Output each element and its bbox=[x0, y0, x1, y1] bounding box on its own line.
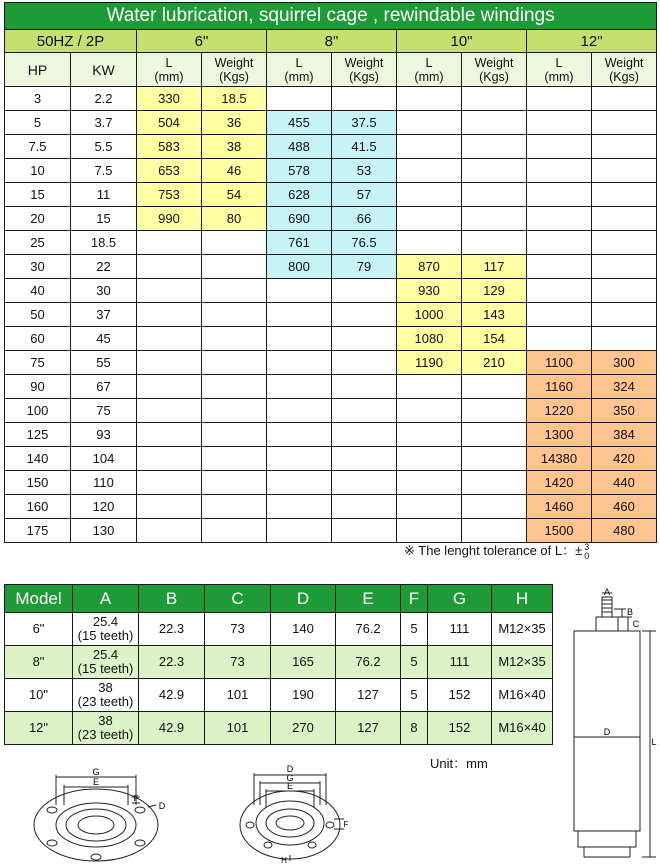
dim-header-d: D bbox=[271, 585, 336, 613]
e-cell: 76.2 bbox=[336, 646, 401, 679]
col-header-length: L (mm) bbox=[137, 53, 202, 87]
dim-header-c: C bbox=[205, 585, 271, 613]
length-cell bbox=[527, 159, 592, 183]
length-cell bbox=[397, 447, 462, 471]
length-cell bbox=[267, 399, 332, 423]
weight-cell bbox=[462, 111, 527, 135]
col-header-weight: Weight (Kgs) bbox=[332, 53, 397, 87]
spec-row bbox=[5, 111, 657, 135]
kw-cell: 3.7 bbox=[71, 111, 137, 135]
weight-cell: 350 bbox=[592, 399, 657, 423]
weight-cell: 480 bbox=[592, 519, 657, 543]
weight-cell bbox=[332, 87, 397, 111]
weight-cell bbox=[462, 471, 527, 495]
weight-cell: 154 bbox=[462, 327, 527, 351]
length-cell bbox=[397, 471, 462, 495]
weight-cell: 57 bbox=[332, 183, 397, 207]
weight-cell: 460 bbox=[592, 495, 657, 519]
weight-cell bbox=[462, 207, 527, 231]
kw-cell: 5.5 bbox=[71, 135, 137, 159]
flange-left-label-g: G bbox=[92, 767, 100, 777]
weight-cell bbox=[462, 519, 527, 543]
weight-cell: 420 bbox=[592, 447, 657, 471]
weight-cell bbox=[332, 447, 397, 471]
length-cell bbox=[137, 447, 202, 471]
spec-row bbox=[5, 471, 657, 495]
length-cell bbox=[137, 519, 202, 543]
spec-row bbox=[5, 135, 657, 159]
weight-cell bbox=[462, 135, 527, 159]
length-cell bbox=[397, 159, 462, 183]
kw-cell: 130 bbox=[71, 519, 137, 543]
weight-cell: 129 bbox=[462, 279, 527, 303]
weight-cell bbox=[332, 471, 397, 495]
weight-cell: 300 bbox=[592, 351, 657, 375]
dim-row bbox=[5, 613, 553, 646]
weight-cell bbox=[202, 471, 267, 495]
f-cell: 5 bbox=[401, 613, 428, 646]
e-cell: 127 bbox=[336, 679, 401, 712]
spec-row bbox=[5, 447, 657, 471]
flange-right-label-g: G bbox=[286, 773, 294, 783]
spec-row bbox=[5, 495, 657, 519]
length-cell: 753 bbox=[137, 183, 202, 207]
motor-label-d: D bbox=[603, 727, 611, 737]
length-cell: 1000 bbox=[397, 303, 462, 327]
length-cell bbox=[527, 327, 592, 351]
spec-row bbox=[5, 255, 657, 279]
kw-cell: 22 bbox=[71, 255, 137, 279]
spec-title: Water lubrication, squirrel cage , rewindable windings bbox=[5, 3, 657, 30]
dim-row bbox=[5, 646, 553, 679]
weight-cell bbox=[592, 159, 657, 183]
dim-row bbox=[5, 679, 553, 712]
kw-cell: 55 bbox=[71, 351, 137, 375]
weight-cell: 79 bbox=[332, 255, 397, 279]
hp-cell: 160 bbox=[5, 495, 71, 519]
spec-row bbox=[5, 399, 657, 423]
weight-cell bbox=[332, 279, 397, 303]
hp-cell: 140 bbox=[5, 447, 71, 471]
length-cell: 330 bbox=[137, 87, 202, 111]
length-cell bbox=[267, 519, 332, 543]
length-cell: 583 bbox=[137, 135, 202, 159]
weight-cell bbox=[592, 135, 657, 159]
motor-label-c: C bbox=[632, 619, 640, 629]
spec-row bbox=[5, 87, 657, 111]
length-cell: 1190 bbox=[397, 351, 462, 375]
length-cell: 1080 bbox=[397, 327, 462, 351]
weight-cell bbox=[332, 351, 397, 375]
weight-cell bbox=[462, 375, 527, 399]
motor-label-a: A bbox=[603, 587, 611, 597]
kw-cell: 45 bbox=[71, 327, 137, 351]
spec-row bbox=[5, 207, 657, 231]
length-cell bbox=[527, 87, 592, 111]
hp-cell: 100 bbox=[5, 399, 71, 423]
weight-cell bbox=[462, 423, 527, 447]
length-cell: 990 bbox=[137, 207, 202, 231]
length-cell bbox=[267, 375, 332, 399]
length-cell bbox=[397, 495, 462, 519]
weight-cell bbox=[462, 495, 527, 519]
kw-cell: 75 bbox=[71, 399, 137, 423]
frequency-label: 50HZ / 2P bbox=[5, 30, 137, 53]
tolerance-text: The lenght tolerance of L：± bbox=[418, 543, 583, 558]
d-cell: 140 bbox=[271, 613, 336, 646]
length-cell: 578 bbox=[267, 159, 332, 183]
length-cell bbox=[267, 423, 332, 447]
length-cell: 1300 bbox=[527, 423, 592, 447]
kw-cell: 7.5 bbox=[71, 159, 137, 183]
length-cell bbox=[527, 183, 592, 207]
weight-cell: 80 bbox=[202, 207, 267, 231]
length-cell bbox=[267, 303, 332, 327]
kw-cell: 110 bbox=[71, 471, 137, 495]
length-cell bbox=[397, 423, 462, 447]
g-cell: 152 bbox=[428, 679, 492, 712]
a-cell: 38 (23 teeth) bbox=[73, 712, 139, 745]
spec-row bbox=[5, 519, 657, 543]
length-cell: 800 bbox=[267, 255, 332, 279]
a-cell: 25.4 (15 teeth) bbox=[73, 646, 139, 679]
length-cell: 1420 bbox=[527, 471, 592, 495]
weight-cell bbox=[592, 279, 657, 303]
spec-row bbox=[5, 375, 657, 399]
model-cell: 6" bbox=[5, 613, 73, 646]
spec-row bbox=[5, 183, 657, 207]
length-cell: 1160 bbox=[527, 375, 592, 399]
weight-cell: 440 bbox=[592, 471, 657, 495]
motor-label-b: B bbox=[626, 607, 634, 617]
weight-cell bbox=[202, 231, 267, 255]
h-cell: M16×40 bbox=[492, 712, 553, 745]
b-cell: 42.9 bbox=[139, 712, 205, 745]
weight-cell bbox=[332, 519, 397, 543]
weight-cell: 41.5 bbox=[332, 135, 397, 159]
flange-left-label-e: E bbox=[92, 777, 100, 787]
length-cell bbox=[527, 231, 592, 255]
length-cell bbox=[267, 87, 332, 111]
length-cell bbox=[527, 303, 592, 327]
weight-cell bbox=[202, 399, 267, 423]
weight-cell: 66 bbox=[332, 207, 397, 231]
length-cell bbox=[137, 303, 202, 327]
e-cell: 127 bbox=[336, 712, 401, 745]
weight-cell: 38 bbox=[202, 135, 267, 159]
flange-drawing-right bbox=[232, 765, 352, 865]
weight-cell: 36 bbox=[202, 111, 267, 135]
flange-right-label-d: D bbox=[286, 765, 294, 774]
weight-cell bbox=[592, 207, 657, 231]
d-cell: 165 bbox=[271, 646, 336, 679]
f-cell: 5 bbox=[401, 679, 428, 712]
unit-label: Unit：mm bbox=[430, 756, 488, 771]
d-cell: 270 bbox=[271, 712, 336, 745]
length-cell: 628 bbox=[267, 183, 332, 207]
weight-cell bbox=[332, 375, 397, 399]
b-cell: 22.3 bbox=[139, 613, 205, 646]
length-cell bbox=[397, 207, 462, 231]
length-cell bbox=[137, 375, 202, 399]
weight-cell bbox=[462, 399, 527, 423]
h-cell: M12×35 bbox=[492, 646, 553, 679]
model-cell: 10" bbox=[5, 679, 73, 712]
hp-cell: 75 bbox=[5, 351, 71, 375]
col-header-length: L (mm) bbox=[527, 53, 592, 87]
weight-cell bbox=[592, 255, 657, 279]
weight-cell bbox=[202, 447, 267, 471]
kw-cell: 11 bbox=[71, 183, 137, 207]
weight-cell bbox=[592, 327, 657, 351]
kw-cell: 37 bbox=[71, 303, 137, 327]
a-cell: 25.4 (15 teeth) bbox=[73, 613, 139, 646]
length-cell bbox=[397, 375, 462, 399]
spec-row bbox=[5, 159, 657, 183]
length-cell bbox=[397, 183, 462, 207]
motor-spec-table bbox=[4, 2, 657, 543]
flange-left-label-d: D bbox=[158, 801, 166, 811]
flange-left-label-f: F bbox=[133, 794, 139, 803]
kw-cell: 104 bbox=[71, 447, 137, 471]
g-cell: 111 bbox=[428, 646, 492, 679]
weight-cell bbox=[202, 279, 267, 303]
length-cell: 488 bbox=[267, 135, 332, 159]
weight-cell bbox=[592, 87, 657, 111]
length-cell: 1100 bbox=[527, 351, 592, 375]
tolerance-note bbox=[404, 540, 589, 561]
dimension-table bbox=[4, 584, 553, 745]
weight-cell bbox=[592, 231, 657, 255]
h-cell: M12×35 bbox=[492, 613, 553, 646]
size-header-10: 10" bbox=[397, 30, 527, 53]
hp-cell: 10 bbox=[5, 159, 71, 183]
length-cell bbox=[267, 495, 332, 519]
weight-cell bbox=[332, 327, 397, 351]
size-header-8: 8" bbox=[267, 30, 397, 53]
length-cell bbox=[137, 495, 202, 519]
weight-cell: 18.5 bbox=[202, 87, 267, 111]
weight-cell bbox=[332, 423, 397, 447]
length-cell: 761 bbox=[267, 231, 332, 255]
hp-cell: 90 bbox=[5, 375, 71, 399]
dim-header-f: F bbox=[401, 585, 428, 613]
note-symbol: ※ bbox=[404, 543, 415, 558]
g-cell: 152 bbox=[428, 712, 492, 745]
length-cell bbox=[397, 519, 462, 543]
spec-row bbox=[5, 423, 657, 447]
length-cell bbox=[267, 471, 332, 495]
dim-header-g: G bbox=[428, 585, 492, 613]
length-cell: 504 bbox=[137, 111, 202, 135]
c-cell: 73 bbox=[205, 646, 271, 679]
dim-header-b: B bbox=[139, 585, 205, 613]
length-cell bbox=[397, 231, 462, 255]
size-header-12: 12" bbox=[527, 30, 657, 53]
e-cell: 76.2 bbox=[336, 613, 401, 646]
length-cell: 653 bbox=[137, 159, 202, 183]
size-header-6: 6" bbox=[137, 30, 267, 53]
weight-cell: 384 bbox=[592, 423, 657, 447]
length-cell bbox=[137, 471, 202, 495]
weight-cell bbox=[202, 423, 267, 447]
length-cell bbox=[137, 423, 202, 447]
kw-cell: 2.2 bbox=[71, 87, 137, 111]
weight-cell bbox=[592, 303, 657, 327]
kw-cell: 15 bbox=[71, 207, 137, 231]
motor-label-l: L bbox=[651, 737, 657, 747]
length-cell bbox=[397, 111, 462, 135]
weight-cell bbox=[462, 231, 527, 255]
a-cell: 38 (23 teeth) bbox=[73, 679, 139, 712]
dim-header-h: H bbox=[492, 585, 553, 613]
weight-cell bbox=[332, 495, 397, 519]
weight-cell bbox=[332, 399, 397, 423]
motor-outline-drawing bbox=[560, 585, 660, 863]
dim-header-model: Model bbox=[5, 585, 73, 613]
hp-cell: 25 bbox=[5, 231, 71, 255]
spec-row bbox=[5, 351, 657, 375]
weight-cell: 143 bbox=[462, 303, 527, 327]
length-cell: 690 bbox=[267, 207, 332, 231]
weight-cell: 324 bbox=[592, 375, 657, 399]
length-cell bbox=[527, 111, 592, 135]
col-header-hp: HP bbox=[5, 53, 71, 87]
length-cell bbox=[137, 399, 202, 423]
length-cell bbox=[137, 231, 202, 255]
length-cell bbox=[397, 399, 462, 423]
flange-right-label-f: F bbox=[343, 820, 349, 829]
length-cell bbox=[527, 135, 592, 159]
weight-cell bbox=[202, 495, 267, 519]
weight-cell bbox=[332, 303, 397, 327]
hp-cell: 20 bbox=[5, 207, 71, 231]
tolerance-fraction: 3 0 bbox=[584, 541, 590, 561]
spec-row bbox=[5, 327, 657, 351]
c-cell: 73 bbox=[205, 613, 271, 646]
col-header-weight: Weight (Kgs) bbox=[202, 53, 267, 87]
weight-cell: 37.5 bbox=[332, 111, 397, 135]
hp-cell: 40 bbox=[5, 279, 71, 303]
hp-cell: 125 bbox=[5, 423, 71, 447]
weight-cell bbox=[462, 159, 527, 183]
spec-row bbox=[5, 231, 657, 255]
length-cell: 1220 bbox=[527, 399, 592, 423]
length-cell bbox=[137, 327, 202, 351]
hp-cell: 60 bbox=[5, 327, 71, 351]
length-cell: 14380 bbox=[527, 447, 592, 471]
hp-cell: 5 bbox=[5, 111, 71, 135]
h-cell: M16×40 bbox=[492, 679, 553, 712]
length-cell: 870 bbox=[397, 255, 462, 279]
length-cell: 1500 bbox=[527, 519, 592, 543]
hp-cell: 3 bbox=[5, 87, 71, 111]
col-header-weight: Weight (Kgs) bbox=[592, 53, 657, 87]
kw-cell: 93 bbox=[71, 423, 137, 447]
length-cell bbox=[397, 87, 462, 111]
weight-cell bbox=[202, 375, 267, 399]
weight-cell bbox=[202, 303, 267, 327]
length-cell: 1460 bbox=[527, 495, 592, 519]
flange-drawing-left bbox=[28, 765, 178, 865]
hp-cell: 175 bbox=[5, 519, 71, 543]
weight-cell bbox=[462, 447, 527, 471]
hp-cell: 50 bbox=[5, 303, 71, 327]
dim-header-a: A bbox=[73, 585, 139, 613]
weight-cell: 54 bbox=[202, 183, 267, 207]
length-cell bbox=[267, 351, 332, 375]
kw-cell: 120 bbox=[71, 495, 137, 519]
length-cell: 930 bbox=[397, 279, 462, 303]
hp-cell: 30 bbox=[5, 255, 71, 279]
weight-cell bbox=[202, 351, 267, 375]
kw-cell: 18.5 bbox=[71, 231, 137, 255]
b-cell: 22.3 bbox=[139, 646, 205, 679]
length-cell: 455 bbox=[267, 111, 332, 135]
f-cell: 5 bbox=[401, 646, 428, 679]
col-header-weight: Weight (Kgs) bbox=[462, 53, 527, 87]
length-cell bbox=[397, 135, 462, 159]
flange-right-label-e: E bbox=[286, 781, 294, 791]
model-cell: 12" bbox=[5, 712, 73, 745]
weight-cell bbox=[462, 183, 527, 207]
length-cell bbox=[137, 255, 202, 279]
length-cell bbox=[267, 327, 332, 351]
weight-cell: 46 bbox=[202, 159, 267, 183]
weight-cell bbox=[202, 255, 267, 279]
length-cell bbox=[527, 207, 592, 231]
spec-row bbox=[5, 279, 657, 303]
dim-row bbox=[5, 712, 553, 745]
c-cell: 101 bbox=[205, 712, 271, 745]
length-cell bbox=[137, 351, 202, 375]
spec-row bbox=[5, 303, 657, 327]
hp-cell: 150 bbox=[5, 471, 71, 495]
flange-right-label-h: H bbox=[281, 856, 287, 865]
length-cell bbox=[527, 255, 592, 279]
length-cell bbox=[267, 447, 332, 471]
weight-cell bbox=[592, 183, 657, 207]
g-cell: 111 bbox=[428, 613, 492, 646]
hp-cell: 15 bbox=[5, 183, 71, 207]
length-cell bbox=[267, 279, 332, 303]
weight-cell: 117 bbox=[462, 255, 527, 279]
dim-header-e: E bbox=[336, 585, 401, 613]
f-cell: 8 bbox=[401, 712, 428, 745]
col-header-length: L (mm) bbox=[397, 53, 462, 87]
weight-cell: 210 bbox=[462, 351, 527, 375]
weight-cell bbox=[592, 111, 657, 135]
hp-cell: 7.5 bbox=[5, 135, 71, 159]
weight-cell: 53 bbox=[332, 159, 397, 183]
d-cell: 190 bbox=[271, 679, 336, 712]
col-header-length: L (mm) bbox=[267, 53, 332, 87]
weight-cell bbox=[202, 519, 267, 543]
weight-cell bbox=[462, 87, 527, 111]
length-cell bbox=[137, 279, 202, 303]
c-cell: 101 bbox=[205, 679, 271, 712]
length-cell bbox=[527, 279, 592, 303]
kw-cell: 67 bbox=[71, 375, 137, 399]
model-cell: 8" bbox=[5, 646, 73, 679]
col-header-kw: KW bbox=[71, 53, 137, 87]
weight-cell bbox=[202, 327, 267, 351]
weight-cell: 76.5 bbox=[332, 231, 397, 255]
b-cell: 42.9 bbox=[139, 679, 205, 712]
kw-cell: 30 bbox=[71, 279, 137, 303]
